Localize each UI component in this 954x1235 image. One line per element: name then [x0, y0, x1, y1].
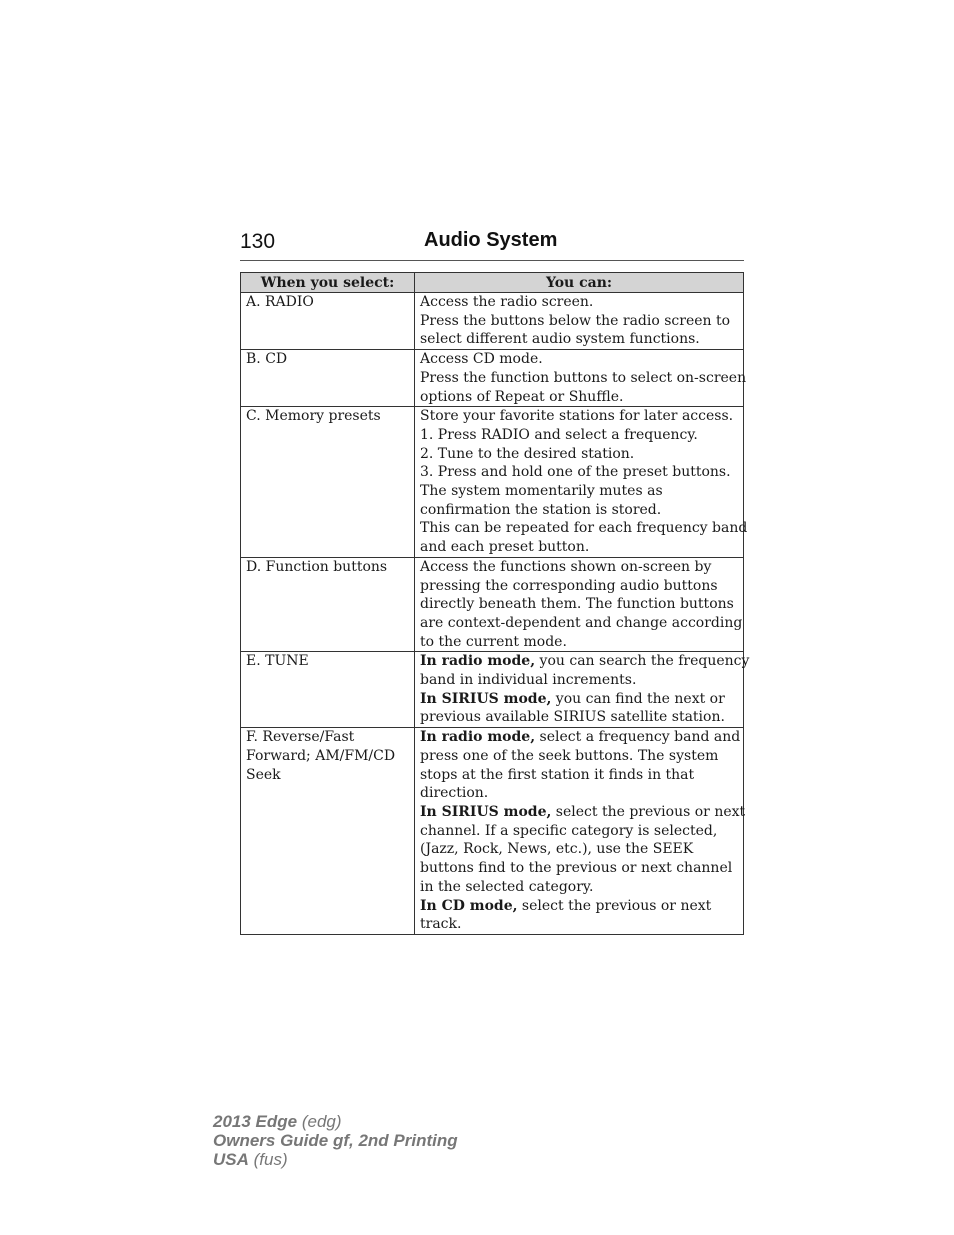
action-line — [420, 369, 747, 388]
select-label-line: A. RADIO — [246, 294, 314, 310]
table-row — [241, 728, 744, 935]
text-run: and each preset button. — [420, 539, 590, 556]
action-cell — [415, 350, 747, 407]
action-line — [420, 728, 739, 747]
page-footer — [213, 1112, 458, 1169]
action-line — [420, 859, 739, 878]
table-row — [241, 350, 744, 407]
action-cell — [415, 407, 748, 558]
text-run: band in individual increments. — [420, 672, 637, 689]
action-line — [420, 426, 739, 445]
footer-line — [213, 1112, 458, 1131]
action-line — [420, 293, 739, 312]
text-run: confirmation the station is stored. — [420, 501, 662, 518]
bold-text: In CD mode, — [420, 897, 518, 914]
action-line — [420, 445, 739, 464]
text-run: buttons find to the previous or next channel — [420, 860, 733, 877]
table-row — [241, 652, 744, 728]
text-run: Store your favorite stations for later access. — [420, 408, 734, 425]
text-run: previous available SIRIUS satellite station. — [420, 709, 725, 726]
section-title: Audio System — [424, 229, 558, 251]
action-line — [420, 388, 739, 407]
page-header — [240, 228, 744, 261]
text-run: stops at the first station it finds in that — [420, 766, 695, 783]
action-line — [420, 652, 750, 671]
select-label-line: B. CD — [246, 351, 288, 368]
footer-line — [213, 1150, 458, 1169]
bold-text: Owners Guide gf, 2nd Printing — [213, 1131, 458, 1150]
select-label-line: Seek — [246, 766, 281, 783]
select-cell — [241, 557, 415, 652]
text-run: select the previous or next — [517, 897, 712, 914]
table-row — [241, 407, 744, 558]
text-run: direction. — [420, 785, 489, 802]
action-line — [420, 747, 739, 766]
bold-text: 2013 Edge — [213, 1112, 298, 1131]
text-run: options of Repeat or Shuffle. — [420, 388, 624, 405]
action-line — [420, 558, 739, 577]
table-row — [241, 293, 744, 350]
action-line — [420, 878, 739, 897]
action-cell — [415, 652, 750, 728]
footer-line — [213, 1131, 458, 1150]
action-line — [420, 595, 739, 614]
action-line — [420, 822, 739, 841]
action-cell — [415, 293, 744, 350]
select-cell — [241, 652, 415, 728]
text-run: The system momentarily mutes as — [420, 483, 663, 500]
text-run: 1. Press RADIO and select a frequency. — [420, 426, 698, 443]
page-number: 130 — [240, 230, 276, 253]
action-line — [420, 501, 739, 520]
text-run: are context-dependent and change according — [420, 614, 743, 631]
bold-text: USA — [213, 1150, 249, 1169]
text-run: press one of the seek buttons. The system — [420, 747, 719, 764]
action-line — [420, 577, 739, 596]
select-label-line: Forward; AM/FM/CD — [246, 747, 396, 764]
text-run: (edg) — [297, 1112, 342, 1131]
select-cell — [241, 293, 415, 350]
action-line — [420, 519, 748, 538]
action-line — [420, 897, 739, 916]
action-line — [420, 784, 739, 803]
text-run: Access CD mode. — [420, 351, 543, 368]
text-run: 2. Tune to the desired station. — [420, 445, 635, 462]
bold-text: In SIRIUS mode, — [420, 690, 552, 707]
column-header-action: You can: — [415, 273, 744, 293]
select-cell — [241, 728, 415, 935]
action-line — [420, 915, 739, 934]
audio-controls-table — [240, 272, 750, 935]
select-label-line: F. Reverse/Fast — [246, 729, 355, 746]
action-line — [420, 330, 739, 349]
table-row — [241, 557, 744, 652]
text-run: select a frequency band and — [535, 729, 741, 746]
text-run: Press the function buttons to select on-screen — [420, 369, 747, 386]
select-label-line: C. Memory presets — [246, 408, 381, 425]
text-run: Access the functions shown on-screen by — [420, 558, 712, 575]
action-line — [420, 482, 739, 501]
action-line — [420, 708, 739, 727]
action-line — [420, 350, 739, 369]
text-run: pressing the corresponding audio buttons — [420, 577, 718, 594]
text-run: This can be repeated for each frequency band — [420, 520, 748, 537]
bold-text: In radio mode, — [420, 653, 536, 670]
text-run: in the selected category. — [420, 878, 594, 895]
text-run: (Jazz, Rock, News, etc.), use the SEEK — [420, 841, 694, 858]
action-line — [420, 633, 739, 652]
text-run: to the current mode. — [420, 633, 567, 650]
text-run: Access the radio screen. — [420, 294, 594, 310]
action-line — [420, 312, 739, 331]
text-run: Press the buttons below the radio screen to — [420, 312, 731, 329]
text-run: select different audio system functions. — [420, 331, 700, 348]
select-label-line: D. Function buttons — [246, 558, 388, 575]
column-header-select: When you select: — [241, 273, 415, 293]
select-label-line: E. TUNE — [246, 653, 309, 670]
action-line — [420, 407, 739, 426]
action-line — [420, 463, 739, 482]
action-cell — [415, 557, 744, 652]
select-cell — [241, 407, 415, 558]
text-run: you can search the frequency — [535, 653, 750, 670]
action-line — [420, 766, 739, 785]
action-line — [420, 840, 739, 859]
action-line — [420, 671, 739, 690]
action-line — [420, 538, 739, 557]
text-run: 3. Press and hold one of the preset buttons. — [420, 464, 731, 481]
text-run: channel. If a specific category is selected, — [420, 822, 718, 839]
text-run: select the previous or next — [551, 803, 746, 820]
action-line — [420, 690, 739, 709]
text-run: (fus) — [248, 1150, 288, 1169]
text-run: directly beneath them. The function buttons — [420, 596, 734, 613]
bold-text: In radio mode, — [420, 729, 536, 746]
text-run: track. — [420, 916, 462, 933]
action-line — [420, 614, 743, 633]
action-cell — [415, 728, 744, 935]
table-header-row — [241, 273, 744, 293]
bold-text: In SIRIUS mode, — [420, 803, 552, 820]
text-run: you can find the next or — [551, 690, 725, 707]
select-cell — [241, 350, 415, 407]
action-line — [420, 803, 746, 822]
